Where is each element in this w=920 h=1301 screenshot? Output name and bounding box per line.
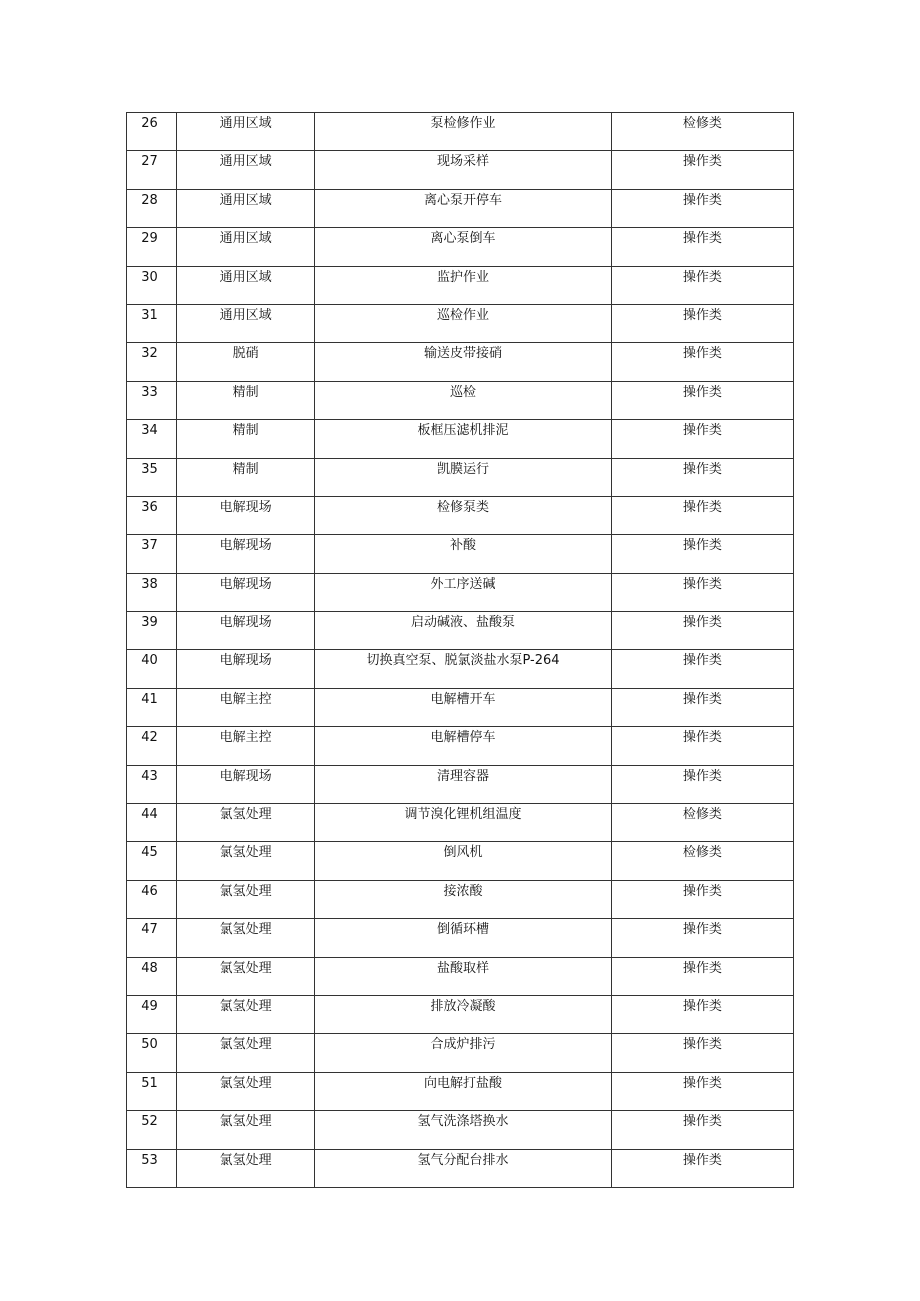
table-row <box>127 612 794 650</box>
area-cell <box>177 1034 315 1072</box>
type-text: 操作类 <box>682 730 722 746</box>
row-number-text: 45 <box>141 845 158 861</box>
type-text: 操作类 <box>682 499 722 515</box>
area-text: 通用区域 <box>219 307 272 323</box>
table-row <box>127 804 794 842</box>
row-number-text: 42 <box>141 730 158 746</box>
type-cell <box>611 420 793 458</box>
row-number-text: 39 <box>141 615 158 631</box>
area-text: 电解现场 <box>219 576 272 592</box>
type-cell <box>611 535 793 573</box>
task-cell <box>315 804 611 842</box>
task-table <box>126 112 794 1188</box>
area-text: 电解主控 <box>219 730 272 746</box>
table-row <box>127 151 794 189</box>
task-cell <box>315 1034 611 1072</box>
type-text: 操作类 <box>682 768 722 784</box>
table-row <box>127 842 794 880</box>
area-text: 氯氢处理 <box>219 1152 272 1168</box>
area-cell <box>177 458 315 496</box>
task-text: 板框压滤机排泥 <box>417 423 509 439</box>
type-cell <box>611 458 793 496</box>
table-row <box>127 995 794 1033</box>
area-cell <box>177 420 315 458</box>
task-text: 巡检作业 <box>436 307 489 323</box>
task-text: 凯膜运行 <box>436 461 489 477</box>
row-number-cell <box>127 151 177 189</box>
area-cell <box>177 496 315 534</box>
area-cell <box>177 343 315 381</box>
type-text: 操作类 <box>682 960 722 976</box>
area-cell <box>177 650 315 688</box>
area-cell <box>177 1111 315 1149</box>
task-cell <box>315 573 611 611</box>
task-cell <box>315 496 611 534</box>
table-row <box>127 1072 794 1110</box>
task-cell <box>315 1149 611 1187</box>
row-number-text: 38 <box>141 576 158 592</box>
type-text: 操作类 <box>682 998 722 1014</box>
area-cell <box>177 727 315 765</box>
table-row <box>127 228 794 266</box>
table-row <box>127 496 794 534</box>
task-cell <box>315 1072 611 1110</box>
row-number-cell <box>127 765 177 803</box>
task-cell <box>315 304 611 342</box>
task-text: 电解槽停车 <box>430 730 496 746</box>
task-text: 盐酸取样 <box>436 960 489 976</box>
type-text: 检修类 <box>682 807 722 823</box>
row-number-text: 34 <box>141 423 158 439</box>
type-text: 操作类 <box>682 615 722 631</box>
table-row <box>127 458 794 496</box>
area-text: 氯氢处理 <box>219 807 272 823</box>
type-cell <box>611 151 793 189</box>
table-row <box>127 573 794 611</box>
type-text: 操作类 <box>682 1075 722 1091</box>
task-cell <box>315 189 611 227</box>
task-cell <box>315 688 611 726</box>
type-cell <box>611 727 793 765</box>
type-cell <box>611 266 793 304</box>
type-text: 操作类 <box>682 576 722 592</box>
row-number-text: 43 <box>141 768 158 784</box>
table-row <box>127 919 794 957</box>
table-row <box>127 113 794 151</box>
row-number-cell <box>127 420 177 458</box>
task-text: 补酸 <box>449 538 476 554</box>
task-text: 调节溴化锂机组温度 <box>404 807 522 823</box>
table-row <box>127 1111 794 1149</box>
row-number-cell <box>127 1072 177 1110</box>
table-row <box>127 381 794 419</box>
task-text: 电解槽开车 <box>430 691 496 707</box>
area-text: 氯氢处理 <box>219 960 272 976</box>
row-number-text: 52 <box>141 1114 158 1130</box>
area-text: 通用区域 <box>219 269 272 285</box>
row-number-text: 27 <box>141 154 158 170</box>
table-row <box>127 420 794 458</box>
row-number-cell <box>127 727 177 765</box>
table-row <box>127 266 794 304</box>
row-number-cell <box>127 995 177 1033</box>
row-number-cell <box>127 266 177 304</box>
row-number-cell <box>127 688 177 726</box>
type-cell <box>611 1149 793 1187</box>
row-number-text: 49 <box>141 998 158 1014</box>
task-cell <box>315 343 611 381</box>
row-number-text: 26 <box>141 116 158 131</box>
type-cell <box>611 1111 793 1149</box>
area-cell <box>177 228 315 266</box>
area-cell <box>177 381 315 419</box>
type-cell <box>611 880 793 918</box>
task-text: 现场采样 <box>436 154 489 170</box>
table-row <box>127 304 794 342</box>
area-text: 精制 <box>232 384 259 400</box>
row-number-text: 32 <box>141 346 158 362</box>
task-text: 清理容器 <box>436 768 489 784</box>
area-cell <box>177 995 315 1033</box>
type-text: 操作类 <box>682 423 722 439</box>
row-number-cell <box>127 228 177 266</box>
task-text: 外工序送碱 <box>430 576 496 592</box>
task-cell <box>315 995 611 1033</box>
task-text: 检修泵类 <box>436 499 489 515</box>
row-number-text: 46 <box>141 883 158 899</box>
area-cell <box>177 688 315 726</box>
task-cell <box>315 228 611 266</box>
task-text: 氢气洗涤塔换水 <box>417 1114 509 1130</box>
type-cell <box>611 228 793 266</box>
area-text: 氯氢处理 <box>219 1075 272 1091</box>
area-text: 电解现场 <box>219 538 272 554</box>
area-text: 电解现场 <box>219 499 272 515</box>
row-number-text: 41 <box>141 691 158 707</box>
type-cell <box>611 688 793 726</box>
task-text: 向电解打盐酸 <box>423 1075 502 1091</box>
row-number-cell <box>127 573 177 611</box>
type-text: 操作类 <box>682 269 722 285</box>
row-number-text: 33 <box>141 384 158 400</box>
row-number-text: 36 <box>141 499 158 515</box>
task-cell <box>315 957 611 995</box>
area-text: 氯氢处理 <box>219 883 272 899</box>
task-text: 启动碱液、盐酸泵 <box>410 615 515 631</box>
area-text: 精制 <box>232 423 259 439</box>
type-text: 检修类 <box>682 845 722 861</box>
type-text: 操作类 <box>682 346 722 362</box>
area-cell <box>177 880 315 918</box>
area-text: 通用区域 <box>219 154 272 170</box>
type-cell <box>611 995 793 1033</box>
row-number-text: 37 <box>141 538 158 554</box>
row-number-cell <box>127 113 177 151</box>
task-text: 排放冷凝酸 <box>430 998 496 1014</box>
area-cell <box>177 1072 315 1110</box>
table-row <box>127 343 794 381</box>
row-number-text: 40 <box>141 653 158 669</box>
task-text: 泵检修作业 <box>430 116 496 131</box>
area-text: 氯氢处理 <box>219 1114 272 1130</box>
row-number-cell <box>127 381 177 419</box>
area-text: 精制 <box>232 461 259 477</box>
type-text: 操作类 <box>682 1037 722 1053</box>
type-text: 操作类 <box>682 1152 722 1168</box>
row-number-text: 53 <box>141 1152 158 1168</box>
row-number-cell <box>127 612 177 650</box>
type-text: 操作类 <box>682 307 722 323</box>
row-number-text: 48 <box>141 960 158 976</box>
area-cell <box>177 189 315 227</box>
table-row <box>127 880 794 918</box>
type-cell <box>611 650 793 688</box>
type-text: 操作类 <box>682 384 722 400</box>
task-cell <box>315 1111 611 1149</box>
task-table-body <box>127 113 794 1188</box>
task-text: 巡检 <box>449 384 476 400</box>
row-number-text: 51 <box>141 1075 158 1091</box>
row-number-cell <box>127 880 177 918</box>
type-cell <box>611 496 793 534</box>
type-cell <box>611 113 793 151</box>
type-text: 操作类 <box>682 883 722 899</box>
row-number-cell <box>127 496 177 534</box>
task-text: 离心泵开停车 <box>423 192 502 208</box>
area-cell <box>177 113 315 151</box>
table-row <box>127 765 794 803</box>
task-cell <box>315 650 611 688</box>
type-cell <box>611 842 793 880</box>
row-number-text: 28 <box>141 192 158 208</box>
row-number-cell <box>127 1149 177 1187</box>
area-text: 通用区域 <box>219 192 272 208</box>
task-text: 离心泵倒车 <box>430 231 496 247</box>
type-cell <box>611 957 793 995</box>
type-text: 操作类 <box>682 922 722 938</box>
table-row <box>127 189 794 227</box>
row-number-cell <box>127 189 177 227</box>
table-row <box>127 535 794 573</box>
row-number-cell <box>127 650 177 688</box>
type-cell <box>611 1072 793 1110</box>
row-number-cell <box>127 343 177 381</box>
task-cell <box>315 612 611 650</box>
type-cell <box>611 189 793 227</box>
task-text: 倒风机 <box>443 845 483 861</box>
type-text: 操作类 <box>682 538 722 554</box>
row-number-cell <box>127 919 177 957</box>
row-number-text: 35 <box>141 461 158 477</box>
row-number-cell <box>127 1034 177 1072</box>
task-cell <box>315 919 611 957</box>
task-text: 接浓酸 <box>443 883 483 899</box>
type-text: 操作类 <box>682 154 722 170</box>
row-number-cell <box>127 535 177 573</box>
area-text: 氯氢处理 <box>219 1037 272 1053</box>
row-number-text: 47 <box>141 922 158 938</box>
row-number-cell <box>127 957 177 995</box>
task-text: 氢气分配台排水 <box>417 1152 509 1168</box>
type-cell <box>611 573 793 611</box>
area-text: 通用区域 <box>219 231 272 247</box>
area-cell <box>177 804 315 842</box>
type-cell <box>611 381 793 419</box>
area-cell <box>177 573 315 611</box>
area-cell <box>177 266 315 304</box>
task-text: 监护作业 <box>436 269 489 285</box>
area-text: 通用区域 <box>219 116 272 131</box>
task-text: 合成炉排污 <box>430 1037 496 1053</box>
task-cell <box>315 266 611 304</box>
table-row <box>127 688 794 726</box>
row-number-cell <box>127 842 177 880</box>
type-text: 操作类 <box>682 1114 722 1130</box>
task-text: 输送皮带接硝 <box>423 346 502 362</box>
task-cell <box>315 880 611 918</box>
table-row <box>127 727 794 765</box>
area-text: 氯氢处理 <box>219 845 272 861</box>
area-cell <box>177 919 315 957</box>
row-number-cell <box>127 1111 177 1149</box>
type-cell <box>611 765 793 803</box>
row-number-cell <box>127 304 177 342</box>
area-cell <box>177 1149 315 1187</box>
table-row <box>127 1149 794 1187</box>
task-cell <box>315 113 611 151</box>
type-text: 操作类 <box>682 691 722 707</box>
table-row <box>127 1034 794 1072</box>
area-text: 电解现场 <box>219 768 272 784</box>
type-text: 检修类 <box>682 116 722 131</box>
task-cell <box>315 842 611 880</box>
type-cell <box>611 804 793 842</box>
area-cell <box>177 304 315 342</box>
task-cell <box>315 765 611 803</box>
area-text: 脱硝 <box>232 346 259 362</box>
type-text: 操作类 <box>682 461 722 477</box>
table-row <box>127 957 794 995</box>
row-number-text: 29 <box>141 231 158 247</box>
task-cell <box>315 727 611 765</box>
type-cell <box>611 343 793 381</box>
area-text: 氯氢处理 <box>219 922 272 938</box>
type-cell <box>611 1034 793 1072</box>
type-text: 操作类 <box>682 653 722 669</box>
type-cell <box>611 919 793 957</box>
area-cell <box>177 765 315 803</box>
row-number-cell <box>127 804 177 842</box>
type-text: 操作类 <box>682 192 722 208</box>
task-cell <box>315 381 611 419</box>
task-cell <box>315 458 611 496</box>
area-cell <box>177 957 315 995</box>
task-text: 倒循环槽 <box>436 922 489 938</box>
area-text: 氯氢处理 <box>219 998 272 1014</box>
area-cell <box>177 151 315 189</box>
row-number-text: 31 <box>141 307 158 323</box>
task-cell <box>315 535 611 573</box>
row-number-text: 30 <box>141 269 158 285</box>
row-number-text: 44 <box>141 807 158 823</box>
area-cell <box>177 612 315 650</box>
task-cell <box>315 420 611 458</box>
type-cell <box>611 612 793 650</box>
area-cell <box>177 842 315 880</box>
area-text: 电解现场 <box>219 653 272 669</box>
area-cell <box>177 535 315 573</box>
task-cell <box>315 151 611 189</box>
task-text: 切换真空泵、脱氯淡盐水泵P-264 <box>366 653 560 669</box>
type-cell <box>611 304 793 342</box>
row-number-text: 50 <box>141 1037 158 1053</box>
area-text: 电解现场 <box>219 615 272 631</box>
area-text: 电解主控 <box>219 691 272 707</box>
type-text: 操作类 <box>682 231 722 247</box>
row-number-cell <box>127 458 177 496</box>
table-row <box>127 650 794 688</box>
